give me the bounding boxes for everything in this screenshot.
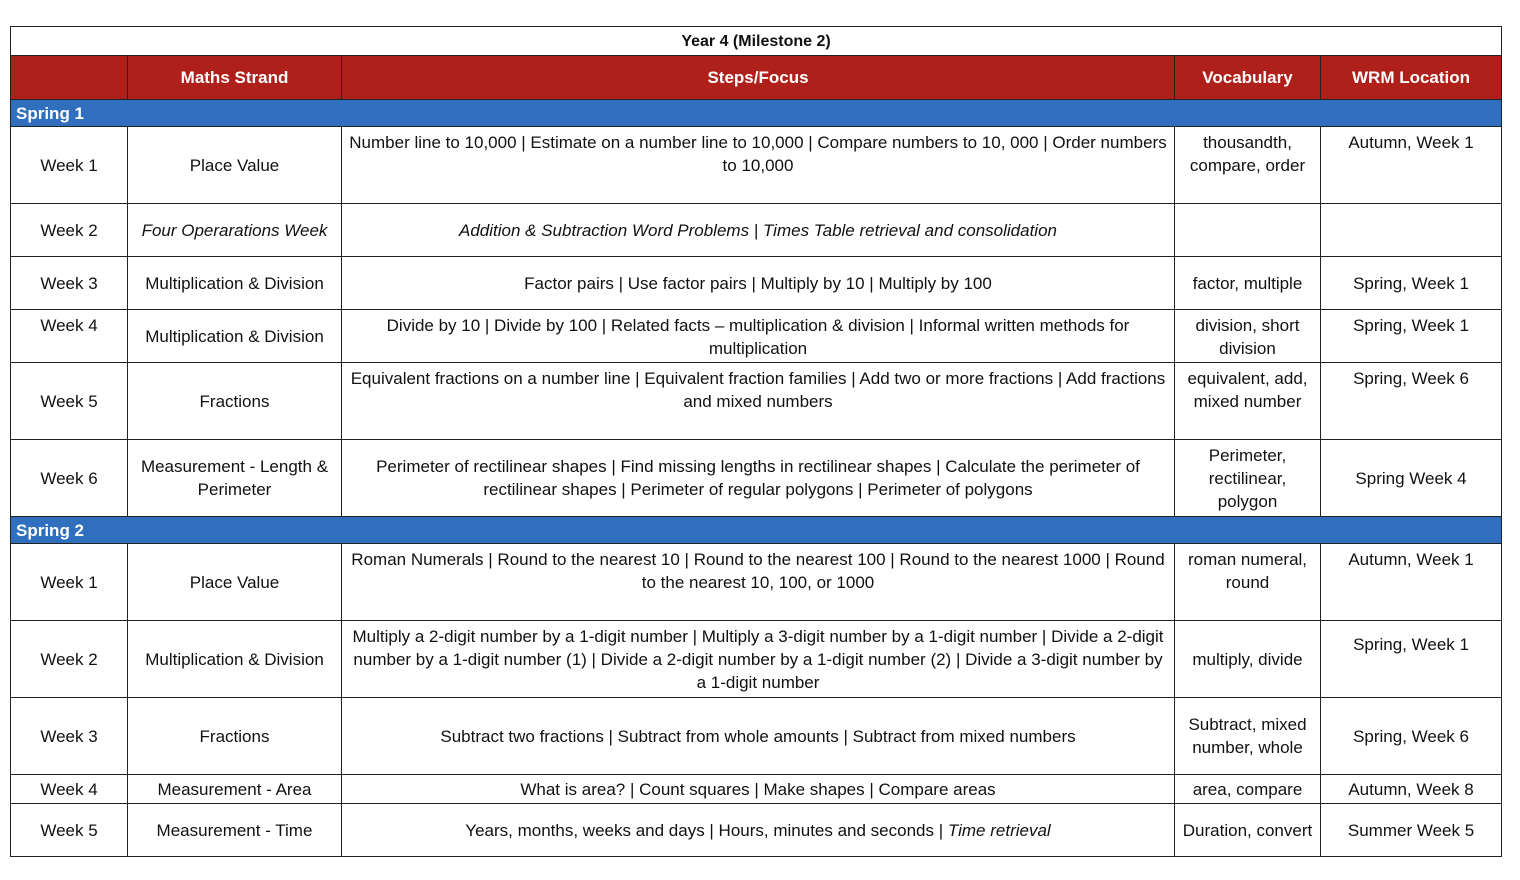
table-row [11,127,1502,204]
vocab-cell: Subtract, mixed number, whole [1175,698,1321,775]
curriculum-table-wrapper [10,26,1501,857]
week-cell: Week 5 [11,363,128,440]
title-row [11,27,1502,56]
table-row [11,544,1502,621]
vocab-cell: multiply, divide [1175,621,1321,698]
table-row [11,698,1502,775]
steps-cell: Roman Numerals | Round to the nearest 10 | Round to the nearest 100 | Round to the nearest 1000 | Round to the nearest 10, 100, or 1000 [342,544,1175,621]
strand-cell: Multiplication & Division [128,310,342,363]
week-cell: Week 4 [11,310,128,363]
vocab-cell: equivalent, add, mixed number [1175,363,1321,440]
strand-cell: Measurement - Length & Perimeter [128,440,342,517]
header-wrm-location: WRM Location [1321,56,1502,100]
week-cell: Week 4 [11,775,128,804]
wrm-cell: Spring, Week 1 [1321,310,1502,363]
wrm-cell: Spring, Week 1 [1321,257,1502,310]
week-cell: Week 5 [11,804,128,857]
table-row [11,363,1502,440]
table-row [11,775,1502,804]
header-vocabulary: Vocabulary [1175,56,1321,100]
vocab-cell: area, compare [1175,775,1321,804]
wrm-cell: Summer Week 5 [1321,804,1502,857]
steps-text: Years, months, weeks and days | Hours, minutes and seconds | [465,820,948,840]
steps-cell [342,804,1175,857]
vocab-cell: Perimeter, rectilinear, polygon [1175,440,1321,517]
wrm-cell: Spring Week 4 [1321,440,1502,517]
vocab-cell [1175,204,1321,257]
week-cell: Week 3 [11,698,128,775]
steps-cell: Factor pairs | Use factor pairs | Multiply by 10 | Multiply by 100 [342,257,1175,310]
table-row [11,621,1502,698]
wrm-cell: Spring, Week 6 [1321,363,1502,440]
strand-cell: Place Value [128,544,342,621]
header-steps-focus: Steps/Focus [342,56,1175,100]
strand-cell: Measurement - Area [128,775,342,804]
vocab-cell: division, short division [1175,310,1321,363]
curriculum-table [10,26,1502,857]
term-row-spring-2 [11,517,1502,544]
term-row-spring-1 [11,100,1502,127]
vocab-cell: roman numeral, round [1175,544,1321,621]
wrm-cell: Autumn, Week 1 [1321,127,1502,204]
week-cell: Week 1 [11,127,128,204]
week-cell: Week 2 [11,204,128,257]
table-row [11,310,1502,363]
steps-cell: Number line to 10,000 | Estimate on a number line to 10,000 | Compare numbers to 10, 000 | Order numbers to 10,000 [342,127,1175,204]
wrm-cell: Autumn, Week 8 [1321,775,1502,804]
vocab-cell: factor, multiple [1175,257,1321,310]
steps-cell: Perimeter of rectilinear shapes | Find missing lengths in rectilinear shapes | Calculate the perimeter of rectilinear shapes | Perimeter of regular polygons | Perimeter of polygons [342,440,1175,517]
strand-cell: Place Value [128,127,342,204]
week-cell: Week 6 [11,440,128,517]
strand-cell: Multiplication & Division [128,257,342,310]
strand-cell: Measurement - Time [128,804,342,857]
wrm-cell: Spring, Week 1 [1321,621,1502,698]
header-maths-strand: Maths Strand [128,56,342,100]
steps-cell: Addition & Subtraction Word Problems | Times Table retrieval and consolidation [342,204,1175,257]
week-cell: Week 3 [11,257,128,310]
steps-cell: Subtract two fractions | Subtract from whole amounts | Subtract from mixed numbers [342,698,1175,775]
vocab-cell: Duration, convert [1175,804,1321,857]
table-row [11,204,1502,257]
strand-cell: Four Operarations Week [128,204,342,257]
strand-cell: Fractions [128,363,342,440]
header-row [11,56,1502,100]
steps-italic-text: Time retrieval [947,820,1051,840]
steps-cell: Multiply a 2-digit number by a 1-digit number | Multiply a 3-digit number by a 1-digit number | Divide a 2-digit number by a 1-digit number (1) | Divide a 2-digit number by a 1-digit number (2) | Divide a 3-digit number by a 1-digit number [342,621,1175,698]
table-title: Year 4 (Milestone 2) [11,27,1502,56]
week-cell: Week 1 [11,544,128,621]
header-week [11,56,128,100]
term-label: Spring 2 [11,517,1502,544]
strand-cell: Fractions [128,698,342,775]
table-row [11,257,1502,310]
steps-cell: Divide by 10 | Divide by 100 | Related facts – multiplication & division | Informal written methods for multiplication [342,310,1175,363]
table-row [11,804,1502,857]
wrm-cell: Spring, Week 6 [1321,698,1502,775]
table-row [11,440,1502,517]
term-label: Spring 1 [11,100,1502,127]
wrm-cell [1321,204,1502,257]
wrm-cell: Autumn, Week 1 [1321,544,1502,621]
week-cell: Week 2 [11,621,128,698]
vocab-cell: thousandth, compare, order [1175,127,1321,204]
strand-cell: Multiplication & Division [128,621,342,698]
steps-cell: Equivalent fractions on a number line | Equivalent fraction families | Add two or more fractions | Add fractions and mixed numbers [342,363,1175,440]
steps-cell: What is area? | Count squares | Make shapes | Compare areas [342,775,1175,804]
